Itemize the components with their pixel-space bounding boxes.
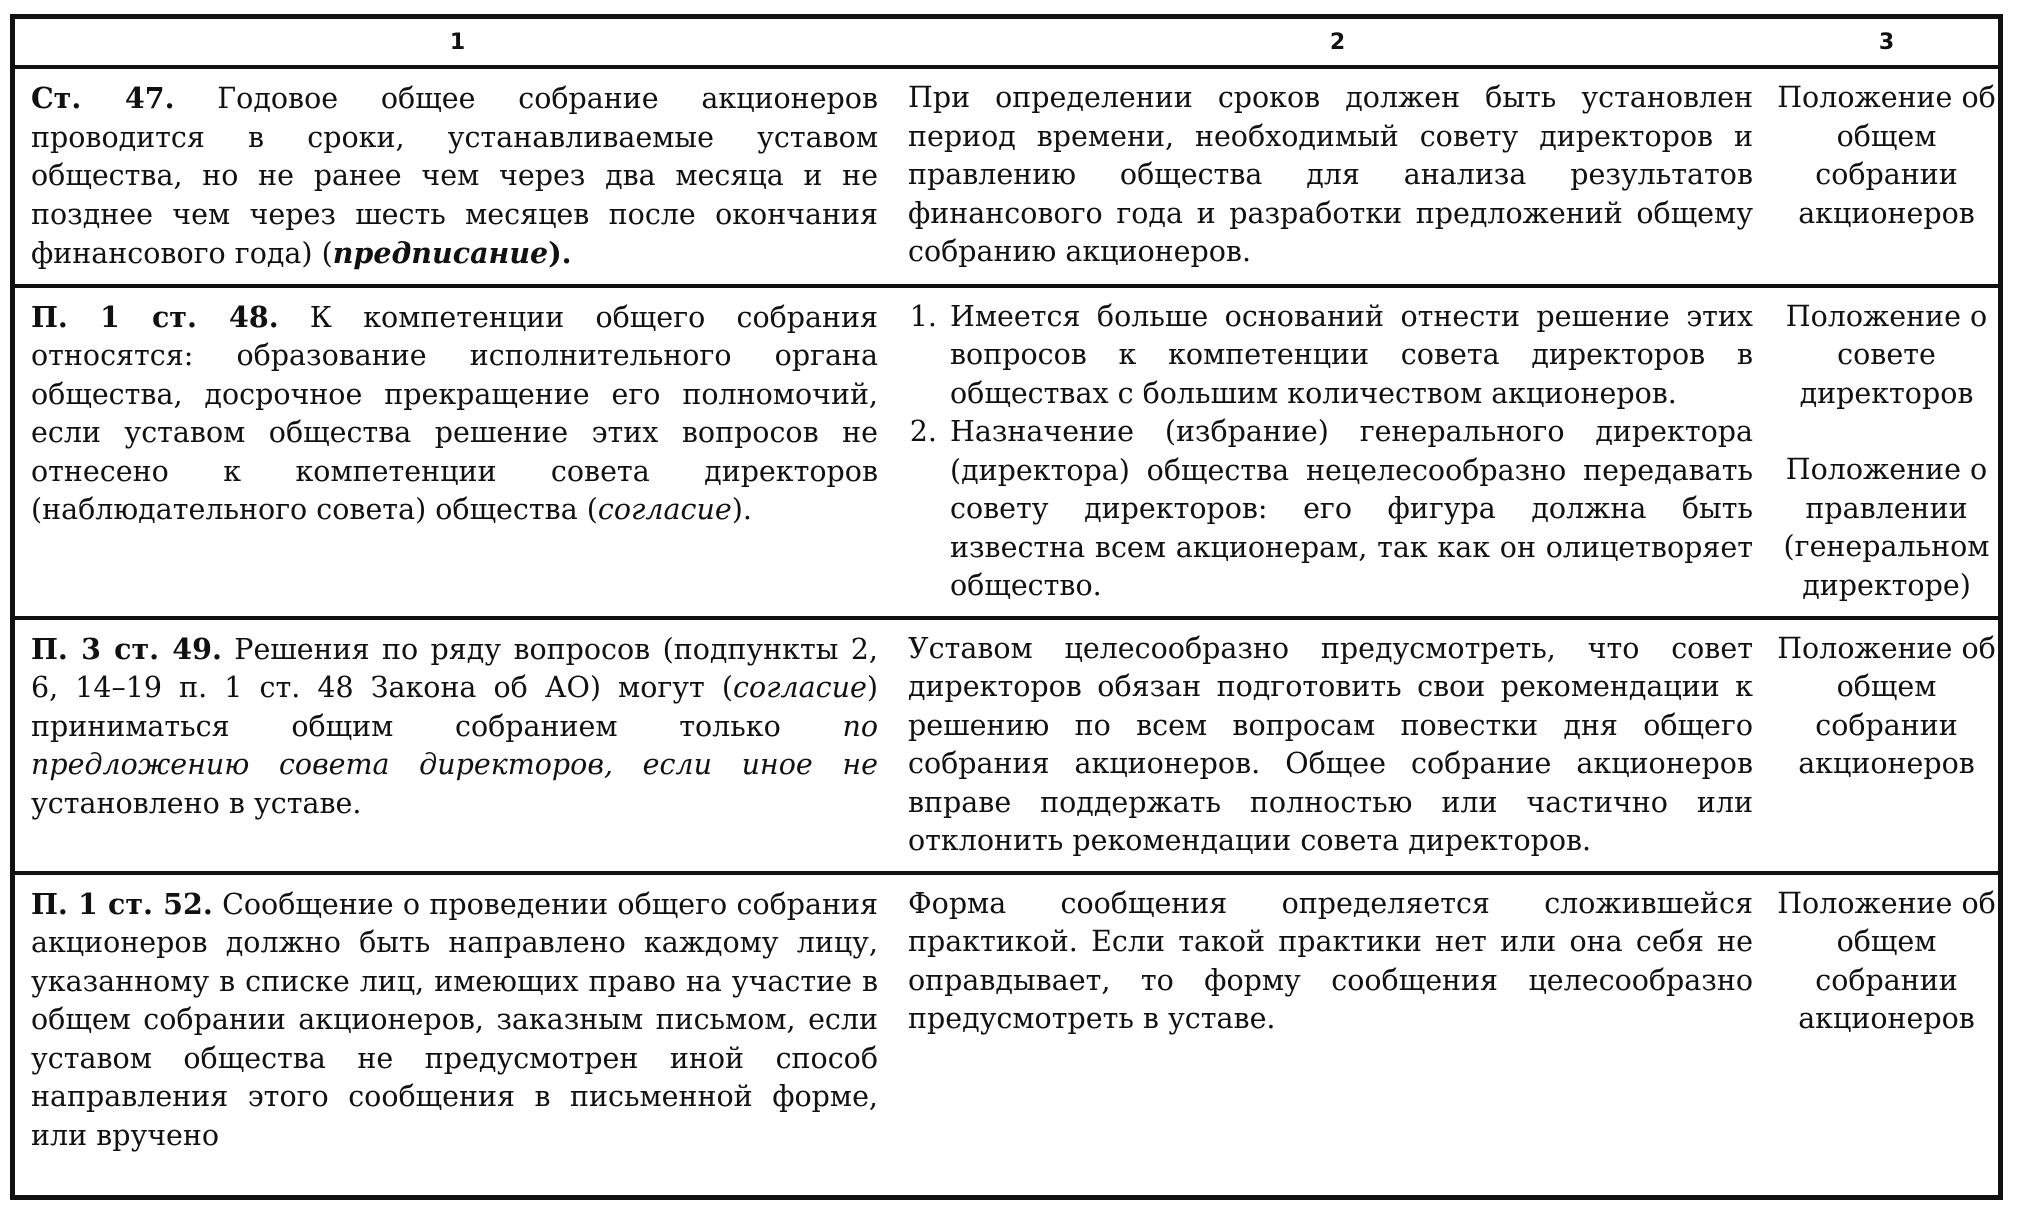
column-header-3: 3 <box>1775 19 1998 67</box>
column-header-2: 2 <box>900 19 1775 67</box>
provision-text: ) приниматься общим собранием только <box>31 671 878 743</box>
article-reference: П. 3 ст. 49. <box>31 631 222 666</box>
provision-end: установлено в уставе. <box>31 786 362 820</box>
provision-text: Годовое общее собрание акционеров проводится в сроки, устанавливаемые уставом общества, но не ранее чем через два месяца и не позднее чем через шесть месяцев после окончания финансового года) ( <box>31 82 878 270</box>
document-name: Положение о совете директоров <box>1785 299 1988 410</box>
document-cell <box>1775 286 1998 618</box>
law-provision-cell <box>15 286 900 618</box>
document-cell: Положение об общем собрании акционеров <box>1775 67 1998 286</box>
provision-emphasis: по предложению совета директоров, если иное не <box>31 709 878 781</box>
law-provision-cell <box>15 618 900 873</box>
table-row <box>15 286 1998 618</box>
law-provision-cell <box>15 67 900 286</box>
table-row <box>15 618 1998 873</box>
provision-end: ). <box>548 236 572 270</box>
recommendation-cell <box>900 286 1775 618</box>
article-reference: П. 1 ст. 52. <box>31 886 213 921</box>
recommendation-list <box>900 298 1753 606</box>
provision-text: Сообщение о проведении общего собрания акционеров должно быть направлено каждому лицу, указанному в списке лиц, имеющих право на участие в общем собрании акционеров, заказным письмом, если уставом общества не предусмотрен иной способ направления этого сообщения в письменной форме, или вручено <box>31 887 878 1152</box>
articles-table <box>15 19 1998 1165</box>
document-page <box>10 14 2003 1200</box>
column-header-1: 1 <box>15 19 900 67</box>
provision-type: предписание <box>332 236 549 270</box>
provision-type: согласие <box>733 671 867 704</box>
table-row <box>15 67 1998 286</box>
article-reference: П. 1 ст. 48. <box>31 299 279 334</box>
list-item: 2. Назначение (избрание) генерального директора (директора) общества нецелесообразно передавать совету директоров: его фигура должна быть известна всем акционерам, так как он олицетворяет общество. <box>946 413 1753 606</box>
recommendation-cell: Форма сообщения определяется сложившейся практикой. Если такой практики нет или она себя не оправдывает, то форму сообщения целесообразно предусмотреть в уставе. <box>908 886 1753 1035</box>
document-name: Положение о правлении (генеральном директоре) <box>1783 453 1990 602</box>
provision-type: согласие <box>597 493 732 526</box>
document-cell: Положение об общем собрании акционеров <box>1775 618 1998 873</box>
recommendation-cell: При определении сроков должен быть установлен период времени, необходимый совету директоров и правлению общества для анализа результатов финансового года и разработки предложений общему собранию акционеров. <box>900 67 1775 286</box>
provision-end: ). <box>731 493 752 526</box>
article-reference: Ст. 47. <box>31 81 175 115</box>
table-header-row <box>15 19 1998 67</box>
law-provision-cell <box>15 873 900 1166</box>
recommendation-cell: Уставом целесообразно предусмотреть, что совет директоров обязан подготовить свои рекомендации к решению по всем вопросам повестки дня общего собрания акционеров. Общее собрание акционеров вправе поддержать полностью или частично или отклонить рекомендации совета директоров. <box>900 618 1775 873</box>
document-cell: Положение об общем собрании акционеров <box>1777 886 1996 1035</box>
list-item: 1. Имеется больше оснований отнести решение этих вопросов к компетенции совета директоров в обществах с большим количеством акционеров. <box>946 298 1753 414</box>
provision-text: Решения по ряду вопросов (подпункты 2, 6, 14–19 п. 1 ст. 48 Закона об АО) могут ( <box>31 632 878 704</box>
table-row <box>15 873 1998 1166</box>
provision-text: К компетенции общего собрания относятся: образование исполнительного органа общества, досрочное прекращение его полномочий, если уставом общества решение этих вопросов не отнесено к компетенции совета директоров (наблюдательного совета) общества ( <box>31 300 879 526</box>
